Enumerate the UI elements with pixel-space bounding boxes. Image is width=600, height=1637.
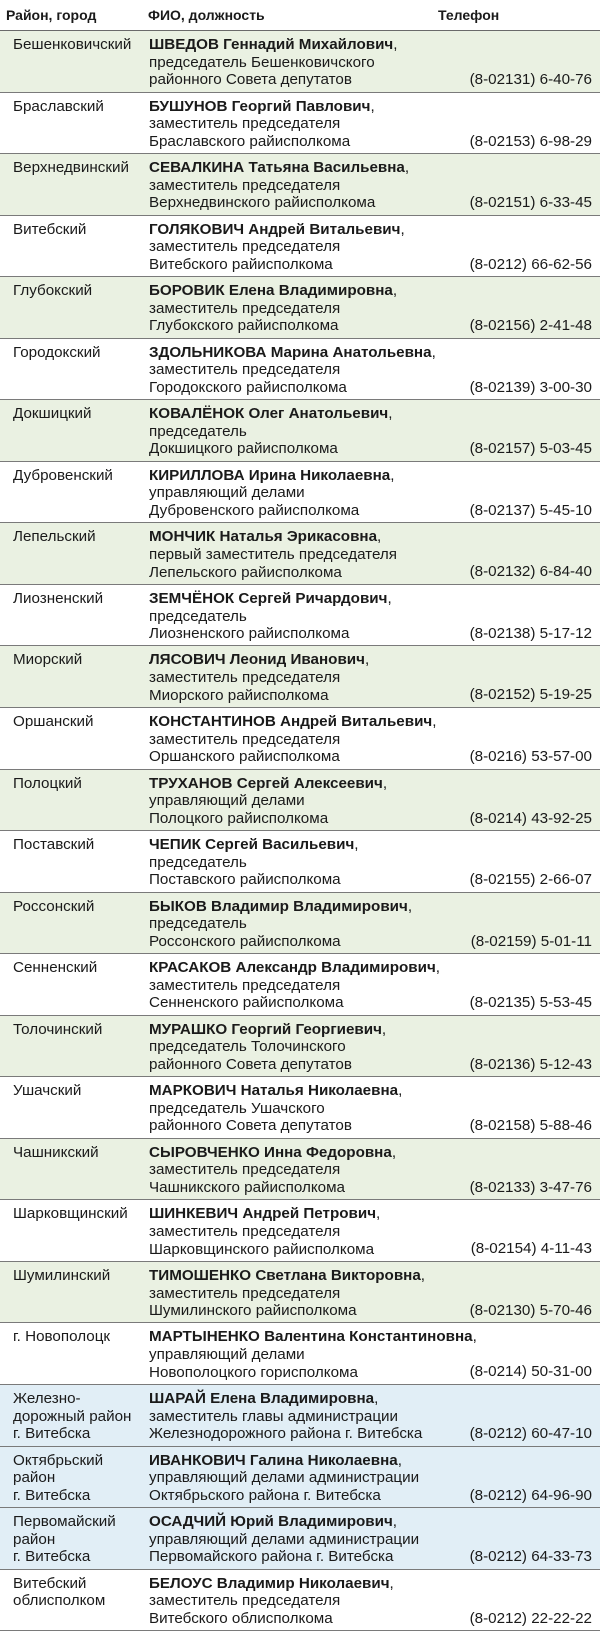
name-cell [149,1021,449,1074]
district-cell [13,405,149,423]
district-line: Шумилинский [13,1266,111,1284]
header-name: ФИО, должность [148,7,265,23]
name-cell [149,36,449,89]
position-line: Витебского райисполкома [149,255,333,273]
table-row [0,400,600,462]
district-cell [13,1452,149,1505]
district-line: облисполком [13,1592,106,1610]
position-line: Первомайского района г. Витебска [149,1548,394,1566]
person-name: ШИНКЕВИЧ Андрей Петрович [149,1205,377,1223]
person-name: КОНСТАНТИНОВ Андрей Витальевич [149,713,433,731]
phone-number: (8-02151) 6-33-45 [469,194,592,212]
position-line: председатель [149,915,247,933]
position-line: заместитель главы администрации [149,1407,398,1425]
name-separator: , [398,1082,403,1100]
name-line [149,1144,449,1162]
district-cell [13,1267,149,1285]
table-row [0,1077,600,1139]
name-line [149,1513,449,1531]
name-separator: , [370,97,375,115]
table-row [0,770,600,832]
phone-number: (8-02131) 6-40-76 [469,70,592,88]
district-line: Сенненский [13,959,98,977]
district-cell [13,1575,149,1610]
name-cell [149,1144,449,1197]
phone-number: (8-0212) 64-33-73 [469,1548,592,1566]
name-separator: , [381,1020,387,1038]
district-cell [13,98,149,116]
name-cell [149,775,449,828]
phone-number: (8-0214) 50-31-00 [469,1363,592,1381]
phone-number: (8-02153) 6-98-29 [469,132,592,150]
table-row [0,462,600,524]
district-line: Полоцкий [13,774,82,792]
district-cell [13,1144,149,1162]
position-line: Городокского райисполкома [149,378,347,396]
district-line: район [13,1469,56,1487]
name-line [149,836,449,854]
position-line: Верхнедвинского райисполкома [149,194,376,212]
name-separator: , [382,774,388,792]
district-cell [13,1328,149,1346]
name-cell [149,959,449,1012]
name-separator: , [393,36,398,53]
position-line: Россонского райисполкома [149,932,341,950]
name-cell [149,467,449,520]
district-cell [13,1082,149,1100]
name-cell [149,344,449,397]
name-line [149,528,449,546]
district-cell [13,713,149,731]
name-cell [149,898,449,951]
name-line [149,1082,449,1100]
position-line: Дубровенского райисполкома [149,502,360,520]
person-name: БЫКОВ Владимир Владимирович [149,897,408,915]
district-line: Толочинский [13,1020,103,1038]
name-separator: , [374,1390,379,1408]
name-cell [149,1452,449,1505]
district-cell [13,959,149,977]
district-line: Шарковщинский [13,1205,128,1223]
name-cell [149,651,449,704]
district-line: дорожный район [13,1407,132,1425]
person-name: СЕВАЛКИНА Татьяна Васильевна [149,159,405,177]
name-separator: , [377,528,382,546]
name-cell [149,713,449,766]
table-row [0,893,600,955]
name-cell [149,528,449,581]
table-row [0,1447,600,1509]
phone-number: (8-02139) 3-00-30 [469,378,592,396]
name-line [149,651,449,669]
district-cell [13,528,149,546]
name-cell [149,1082,449,1135]
person-name: ИВАНКОВИЧ Галина Николаевна [149,1451,398,1469]
phone-number: (8-02138) 5-17-12 [469,624,592,642]
district-cell [13,467,149,485]
name-line [149,36,449,54]
name-line [149,1021,449,1039]
person-name: МОНЧИК Наталья Эрикасовна [149,528,378,546]
district-line: Дубровенский [13,466,113,484]
name-line [149,1452,449,1470]
district-line: Верхнедвинский [13,159,129,177]
name-line [149,282,449,300]
position-line: заместитель председателя [149,1222,341,1240]
name-cell [149,405,449,458]
phone-number: (8-0212) 60-47-10 [469,1424,592,1442]
name-line [149,1267,449,1285]
district-line: Железно- [13,1390,81,1408]
position-line: управляющий делами [149,1346,305,1364]
name-separator: , [390,466,395,484]
person-name: КОВАЛЁНОК Олег Анатольевич [149,405,389,423]
table-row [0,339,600,401]
position-line: Сенненского райисполкома [149,994,344,1012]
district-cell [13,651,149,669]
name-separator: , [392,1513,397,1531]
name-line [149,1328,477,1346]
position-line: Чашникского райисполкома [149,1179,345,1197]
position-line: Поставского райисполкома [149,871,341,889]
phone-number: (8-02159) 5-01-11 [470,932,592,950]
district-cell [13,590,149,608]
name-cell [149,1575,449,1628]
table-row [0,31,600,93]
name-line [149,159,449,177]
name-separator: , [420,1266,426,1284]
table-row [0,831,600,893]
name-separator: , [432,713,437,731]
name-line [149,98,449,116]
district-line: Россонский [13,897,95,915]
table-row [0,1570,600,1632]
name-line [149,898,449,916]
name-line [149,590,449,608]
table-row [0,646,600,708]
table-header [0,0,600,31]
position-line: председатель Ушачского [149,1099,325,1117]
name-separator: , [391,1143,397,1161]
position-line: районного Совета депутатов [149,1055,352,1073]
district-line: Браславский [13,97,104,115]
position-line: председатель [149,607,247,625]
person-name: БОРОВИК Елена Владимировна [149,282,393,300]
district-line: Докшицкий [13,405,92,423]
position-line: управляющий делами администрации [149,1530,420,1548]
district-cell [13,36,149,54]
phone-number: (8-02157) 5-03-45 [469,440,592,458]
phone-number: (8-0214) 43-92-25 [469,809,592,827]
district-line: район [13,1530,56,1548]
position-line: Шумилинского райисполкома [149,1302,357,1320]
person-name: ШВЕДОВ Геннадий Михайлович [149,36,394,53]
table-row [0,1262,600,1324]
position-line: Витебского облисполкома [149,1609,333,1627]
table-row [0,1139,600,1201]
phone-number: (8-02152) 5-19-25 [469,686,592,704]
phone-number: (8-02154) 4-11-43 [470,1240,592,1258]
district-line: г. Витебска [13,1486,91,1504]
table-row [0,216,600,278]
name-cell [149,1513,449,1566]
district-line: Витебский [13,220,87,238]
position-line: заместитель председателя [149,1592,341,1610]
district-line: Лиозненский [13,589,104,607]
phone-number: (8-0216) 53-57-00 [469,747,592,765]
position-line: управляющий делами [149,792,305,810]
name-line [149,1390,449,1408]
district-line: Поставский [13,836,95,854]
name-separator: , [397,1451,402,1469]
position-line: заместитель председателя [149,176,341,194]
table-row [0,585,600,647]
name-line [149,775,449,793]
table-row [0,954,600,1016]
district-line: Оршанский [13,713,94,731]
table-row [0,277,600,339]
district-line: Миорский [13,651,83,669]
name-cell [149,1390,449,1443]
phone-number: (8-02158) 5-88-46 [469,1117,592,1135]
district-cell [13,344,149,362]
name-line [149,405,449,423]
position-line: Миорского райисполкома [149,686,329,704]
phone-number: (8-02155) 2-66-07 [469,871,592,889]
position-line: Лиозненского райисполкома [149,625,350,643]
position-line: управляющий делами [149,484,305,502]
name-separator: , [364,651,370,669]
position-line: председатель Толочинского [149,1038,346,1056]
name-line [149,221,449,239]
header-district: Район, город [6,7,97,23]
person-name: ГОЛЯКОВИЧ Андрей Витальевич [149,220,401,238]
phone-number: (8-02130) 5-70-46 [469,1301,592,1319]
person-name: ЛЯСОВИЧ Леонид Иванович [149,651,365,669]
position-line: заместитель председателя [149,238,341,256]
phone-number: (8-02133) 3-47-76 [469,1178,592,1196]
name-line [149,959,449,977]
district-cell [13,1513,149,1566]
position-line: Браславского райисполкома [149,132,351,150]
name-separator: , [388,405,393,423]
district-cell [13,221,149,239]
name-line [149,713,449,731]
person-name: ОСАДЧИЙ Юрий Владимирович [149,1513,393,1531]
position-line: заместитель председателя [149,1284,341,1302]
name-separator: , [387,589,392,607]
person-name: ШАРАЙ Елена Владимировна [149,1390,375,1408]
table-row [0,1508,600,1570]
table-row [0,1385,600,1447]
name-cell [149,221,449,274]
table-row [0,1323,600,1385]
name-separator: , [404,159,410,177]
position-line: первый заместитель председателя [149,545,397,563]
name-separator: , [400,220,405,238]
phone-number: (8-02135) 5-53-45 [469,994,592,1012]
person-name: ЗЕМЧЁНОК Сергей Ричардович [149,589,388,607]
district-cell [13,836,149,854]
person-name: БЕЛОУС Владимир Николаевич [149,1574,390,1592]
position-line: председатель Бешенковичского [149,53,375,71]
name-cell [149,590,449,643]
position-line: заместитель председателя [149,669,341,687]
phone-number: (8-0212) 66-62-56 [469,255,592,273]
district-cell [13,282,149,300]
district-line: Глубокский [13,282,93,300]
name-line [149,1205,449,1223]
name-cell [149,1328,477,1381]
person-name: ЧЕПИК Сергей Васильевич [149,836,355,854]
phone-number: (8-0212) 22-22-22 [469,1609,592,1627]
position-line: заместитель председателя [149,115,341,133]
table-row [0,523,600,585]
name-separator: , [407,897,413,915]
position-line: управляющий делами администрации [149,1469,420,1487]
position-line: заместитель председателя [149,976,341,994]
district-line: Бешенковичский [13,36,132,53]
position-line: Глубокского райисполкома [149,317,339,335]
table-row [0,708,600,770]
district-line: г. Новополоцк [13,1328,111,1346]
position-line: районного Совета депутатов [149,1117,352,1135]
position-line: Докшицкого райисполкома [149,440,338,458]
district-cell [13,1021,149,1039]
district-cell [13,1390,149,1443]
district-cell [13,159,149,177]
district-line: Ушачский [13,1082,82,1100]
district-line: Лепельский [13,528,96,546]
person-name: МУРАШКО Георгий Георгиевич [149,1020,382,1038]
district-cell [13,898,149,916]
position-line: заместитель председателя [149,1161,341,1179]
person-name: ТРУХАНОВ Сергей Алексеевич [149,774,383,792]
position-line: Полоцкого райисполкома [149,809,329,827]
position-line: Новополоцкого горисполкома [149,1363,358,1381]
position-line: заместитель председателя [149,361,341,379]
position-line: председатель [149,853,247,871]
name-separator: , [354,836,359,854]
position-line: Лепельского райисполкома [149,563,342,581]
district-cell [13,1205,149,1223]
name-cell [149,98,449,151]
header-phone: Телефон [438,7,500,23]
position-line: Октябрьского района г. Витебска [149,1486,381,1504]
phone-number: (8-02136) 5-12-43 [469,1055,592,1073]
person-name: МАРКОВИЧ Наталья Николаевна [149,1082,399,1100]
person-name: СЫРОВЧЕНКО Инна Федоровна [149,1143,392,1161]
phone-number: (8-02156) 2-41-48 [469,317,592,335]
position-line: заместитель председателя [149,299,341,317]
person-name: КРАСАКОВ Александр Владимирович [149,959,436,977]
name-cell [149,282,449,335]
name-line [149,467,449,485]
district-cell [13,775,149,793]
name-line [149,344,449,362]
phone-number: (8-02132) 6-84-40 [469,563,592,581]
district-line: Первомайский [13,1513,116,1531]
name-cell [149,1267,449,1320]
name-cell [149,159,449,212]
name-separator: , [389,1574,394,1592]
position-line: Шарковщинского райисполкома [149,1240,375,1258]
person-name: БУШУНОВ Георгий Павлович [149,97,371,115]
position-line: председатель [149,422,247,440]
table-row [0,93,600,155]
district-line: Городокский [13,343,101,361]
person-name: КИРИЛЛОВА Ирина Николаевна [149,466,391,484]
district-line: Чашникский [13,1143,99,1161]
position-line: заместитель председателя [149,730,341,748]
table-body [0,31,600,1631]
table-row [0,1200,600,1262]
district-line: Октябрьский [13,1451,104,1469]
district-line: г. Витебска [13,1425,91,1443]
name-separator: , [435,959,441,977]
name-cell [149,836,449,889]
name-separator: , [472,1328,477,1346]
position-line: Железнодорожного района г. Витебска [149,1425,423,1443]
district-line: Витебский [13,1574,87,1592]
phone-number: (8-0212) 64-96-90 [469,1486,592,1504]
phone-number: (8-02137) 5-45-10 [469,501,592,519]
district-line: г. Витебска [13,1548,91,1566]
table-row [0,1016,600,1078]
person-name: МАРТЫНЕНКО Валентина Константиновна [149,1328,473,1346]
person-name: ЗДОЛЬНИКОВА Марина Анатольевна [149,343,432,361]
name-line [149,1575,449,1593]
name-separator: , [376,1205,381,1223]
position-line: Оршанского райисполкома [149,748,340,766]
name-cell [149,1205,449,1258]
name-separator: , [431,343,436,361]
person-name: ТИМОШЕНКО Светлана Викторовна [149,1266,421,1284]
table-row [0,154,600,216]
name-separator: , [392,282,398,300]
position-line: районного Совета депутатов [149,71,352,89]
